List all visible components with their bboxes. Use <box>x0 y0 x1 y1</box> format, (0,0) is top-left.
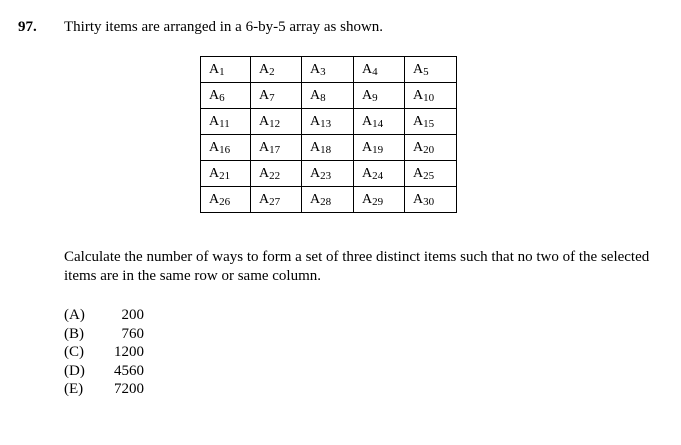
table-cell <box>251 57 302 83</box>
item-subscript: 29 <box>372 195 384 208</box>
answer-choice <box>64 325 164 344</box>
table-cell <box>354 109 405 135</box>
item-label <box>310 166 331 182</box>
item-label <box>310 62 326 78</box>
choice-value: 760 <box>121 325 144 342</box>
table-cell <box>251 187 302 213</box>
item-letter: A <box>362 113 373 129</box>
choice-value: 1200 <box>114 344 144 360</box>
table-cell <box>201 187 251 213</box>
table-cell <box>251 83 302 109</box>
item-subscript: 18 <box>320 143 332 156</box>
question-prompt: Calculate the number of ways to form a set of three distinct items such that no two of the selected items are in the same row or same column. <box>64 249 650 284</box>
table-cell <box>302 57 354 83</box>
item-subscript: 24 <box>372 169 384 182</box>
item-label <box>413 166 434 182</box>
table-cell <box>405 161 457 187</box>
item-subscript: 19 <box>372 143 384 156</box>
item-label <box>413 192 434 208</box>
item-subscript: 7 <box>269 91 275 104</box>
item-label <box>362 114 383 130</box>
item-label <box>362 88 378 104</box>
answer-choice <box>64 306 164 325</box>
item-subscript: 15 <box>423 117 435 130</box>
item-subscript: 23 <box>320 169 332 182</box>
table-row <box>201 161 457 187</box>
item-label <box>259 114 280 130</box>
table-cell <box>405 135 457 161</box>
table-cell <box>354 135 405 161</box>
table-cell <box>354 161 405 187</box>
choice-letter: (E) <box>64 381 84 397</box>
table-cell <box>354 57 405 83</box>
item-label <box>310 114 331 130</box>
table-cell <box>302 187 354 213</box>
item-label <box>209 114 230 130</box>
table-cell <box>302 83 354 109</box>
table-cell <box>201 135 251 161</box>
item-label <box>209 88 225 104</box>
item-label <box>310 192 331 208</box>
question-number: 97. <box>18 19 37 35</box>
item-letter: A <box>310 139 321 155</box>
item-letter: A <box>209 61 220 77</box>
item-letter: A <box>362 61 373 77</box>
item-subscript: 9 <box>372 91 378 104</box>
item-subscript: 26 <box>219 195 231 208</box>
item-label <box>413 114 434 130</box>
item-label <box>413 88 434 104</box>
item-subscript: 2 <box>269 65 275 78</box>
item-letter: A <box>310 61 321 77</box>
table-cell <box>201 161 251 187</box>
item-subscript: 8 <box>320 91 326 104</box>
answer-choices <box>64 306 164 399</box>
item-label <box>259 166 280 182</box>
item-array-table <box>200 56 457 213</box>
item-letter: A <box>413 191 424 207</box>
question-stem: Thirty items are arranged in a 6-by-5 array as shown. <box>64 19 384 35</box>
item-label <box>413 62 429 78</box>
table-cell <box>354 83 405 109</box>
item-letter: A <box>209 139 220 155</box>
item-letter: A <box>259 87 270 103</box>
item-subscript: 17 <box>269 143 281 156</box>
table-cell <box>302 109 354 135</box>
item-letter: A <box>310 165 321 181</box>
item-label <box>310 140 331 156</box>
choice-letter: (A) <box>64 307 85 323</box>
table-row <box>201 109 457 135</box>
item-label <box>259 88 275 104</box>
item-label <box>209 140 230 156</box>
item-letter: A <box>259 191 270 207</box>
table-cell <box>201 109 251 135</box>
table-cell <box>251 135 302 161</box>
item-subscript: 13 <box>320 117 332 130</box>
choice-value: 4560 <box>114 362 144 379</box>
item-label <box>362 62 378 78</box>
item-subscript: 12 <box>269 117 281 130</box>
item-letter: A <box>362 165 373 181</box>
item-subscript: 30 <box>423 195 435 208</box>
item-subscript: 21 <box>219 169 231 182</box>
table-row <box>201 187 457 213</box>
table-cell <box>405 187 457 213</box>
item-label <box>362 140 383 156</box>
table-cell <box>405 109 457 135</box>
answer-choice <box>64 380 164 399</box>
item-subscript: 1 <box>219 65 225 78</box>
item-subscript: 22 <box>269 169 281 182</box>
item-letter: A <box>259 165 270 181</box>
item-letter: A <box>362 139 373 155</box>
item-subscript: 20 <box>423 143 435 156</box>
table-cell <box>201 83 251 109</box>
item-subscript: 11 <box>219 117 230 130</box>
item-letter: A <box>259 61 270 77</box>
item-subscript: 10 <box>423 91 435 104</box>
item-letter: A <box>259 139 270 155</box>
item-subscript: 14 <box>372 117 384 130</box>
item-letter: A <box>209 165 220 181</box>
item-label <box>259 140 280 156</box>
item-label <box>362 192 383 208</box>
item-subscript: 5 <box>423 65 429 78</box>
item-letter: A <box>310 113 321 129</box>
item-letter: A <box>310 191 321 207</box>
item-letter: A <box>413 61 424 77</box>
item-letter: A <box>413 165 424 181</box>
table-row <box>201 83 457 109</box>
item-label <box>362 166 383 182</box>
answer-choice <box>64 362 164 381</box>
item-label <box>209 62 225 78</box>
choice-letter: (B) <box>64 325 84 342</box>
table-cell <box>354 187 405 213</box>
item-letter: A <box>362 87 373 103</box>
choice-letter: (C) <box>64 344 84 360</box>
item-letter: A <box>413 113 424 129</box>
item-letter: A <box>209 87 220 103</box>
item-subscript: 6 <box>219 91 225 104</box>
table-cell <box>251 161 302 187</box>
table-cell <box>405 83 457 109</box>
table-cell <box>302 161 354 187</box>
item-subscript: 4 <box>372 65 378 78</box>
table-cell <box>201 57 251 83</box>
item-label <box>310 88 326 104</box>
choice-value: 200 <box>121 307 144 323</box>
table-cell <box>251 109 302 135</box>
item-subscript: 28 <box>320 195 332 208</box>
item-label <box>259 192 280 208</box>
table-row <box>201 135 457 161</box>
item-label <box>259 62 275 78</box>
item-letter: A <box>209 191 220 207</box>
item-subscript: 3 <box>320 65 326 78</box>
item-label <box>209 166 230 182</box>
item-label <box>413 140 434 156</box>
item-letter: A <box>413 139 424 155</box>
item-letter: A <box>209 113 220 129</box>
item-letter: A <box>259 113 270 129</box>
table-cell <box>405 57 457 83</box>
choice-letter: (D) <box>64 362 85 379</box>
table-cell <box>302 135 354 161</box>
item-label <box>209 192 230 208</box>
item-subscript: 16 <box>219 143 231 156</box>
item-subscript: 25 <box>423 169 435 182</box>
item-letter: A <box>310 87 321 103</box>
choice-value: 7200 <box>114 381 144 397</box>
item-letter: A <box>362 191 373 207</box>
item-subscript: 27 <box>269 195 281 208</box>
table-row <box>201 57 457 83</box>
item-letter: A <box>413 87 424 103</box>
answer-choice <box>64 343 164 362</box>
